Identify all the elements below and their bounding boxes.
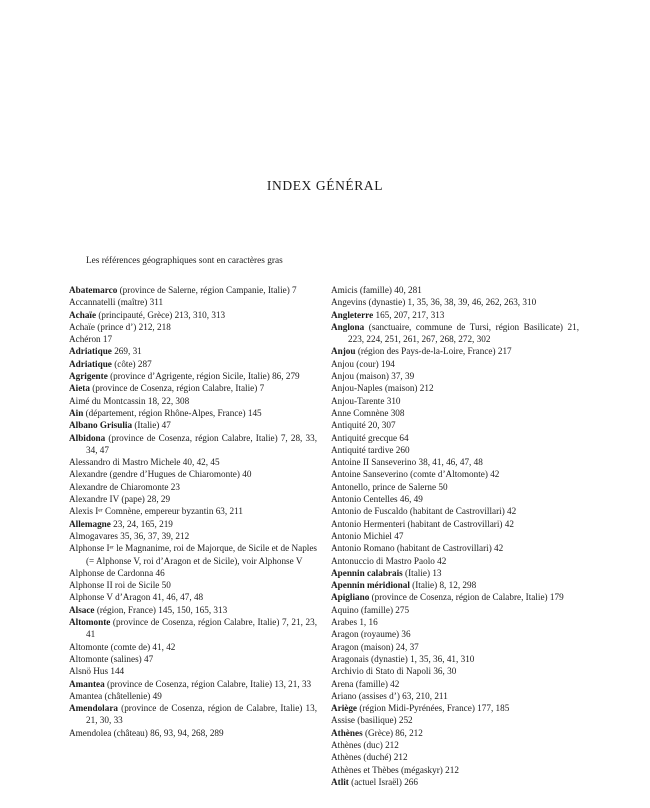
index-refs: (région Midi-Pyrénées, France) 177, 185 — [357, 703, 510, 714]
index-term: Anjou (cour) 194 — [331, 358, 395, 369]
index-entry — [331, 321, 579, 346]
index-entry — [69, 370, 317, 382]
index-term: Accannatelli (maître) 311 — [69, 297, 164, 308]
index-term: Aimé du Montcassin 18, 22, 308 — [69, 395, 190, 406]
index-entry — [69, 395, 317, 407]
index-term: Antonello, prince de Salerne 50 — [331, 481, 448, 492]
index-term: Aragon (royaume) 36 — [331, 629, 411, 640]
index-entry — [331, 555, 579, 567]
geographic-term: Amantea — [69, 678, 105, 689]
index-term: Aragon (maison) 24, 37 — [331, 641, 419, 652]
index-entry — [331, 604, 579, 616]
index-term: Achaïe (prince d’) 212, 218 — [69, 321, 171, 332]
index-term: Achéron 17 — [69, 334, 113, 345]
geographic-term: Altomonte — [69, 617, 111, 628]
index-term: Alphonse de Cardonna 46 — [69, 567, 165, 578]
index-entry — [69, 358, 317, 370]
index-entry — [331, 591, 579, 603]
index-entry — [331, 309, 579, 321]
index-entry — [69, 321, 317, 333]
index-term: Alessandro di Mastro Michele 40, 42, 45 — [69, 457, 220, 468]
index-entry — [69, 653, 317, 665]
index-refs: 165, 207, 217, 313 — [373, 309, 445, 320]
index-entry — [331, 432, 579, 444]
index-entry — [69, 727, 317, 739]
geographic-term: Abatemarco — [69, 285, 118, 295]
index-term: Antonio Centelles 46, 49 — [331, 494, 423, 505]
index-entry — [69, 407, 317, 419]
index-entry — [69, 690, 317, 702]
index-entry — [331, 579, 579, 591]
index-entry — [331, 764, 579, 776]
index-entry — [331, 530, 579, 542]
index-refs: 269, 31 — [111, 346, 142, 357]
index-entry — [331, 751, 579, 763]
index-entry — [331, 468, 579, 480]
index-term: Alexandre de Chiaromonte 23 — [69, 481, 180, 492]
index-refs: (province de Cosenza, région de Calabre, Italie) 13, 21, 30, 33 — [86, 703, 317, 726]
index-entry — [69, 665, 317, 677]
geographic-term: Agrigente — [69, 371, 108, 382]
index-term: Angevins (dynastie) 1, 35, 36, 38, 39, 46, 262, 263, 310 — [331, 297, 537, 308]
geographic-term: Achaïe — [69, 309, 97, 320]
index-term: Antonio Hermenteri (habitant de Castrovillari) 42 — [331, 518, 514, 529]
index-term: Anne Comnène 308 — [331, 407, 405, 418]
index-entry — [331, 444, 579, 456]
index-term: Antiquité tardive 260 — [331, 444, 410, 455]
index-term: Antoine II Sanseverino 38, 41, 46, 47, 48 — [331, 457, 483, 468]
index-refs: (province de Cosenza, région Calabre, Italie) 13, 21, 33 — [104, 678, 312, 689]
geographic-term: Ain — [69, 407, 84, 418]
index-term: Alphonse II roi de Sicile 50 — [69, 580, 171, 591]
index-refs: (Grèce) 86, 212 — [362, 727, 423, 738]
index-entry — [331, 776, 579, 788]
index-entry — [331, 407, 579, 419]
index-entry — [331, 678, 579, 690]
index-entry — [69, 567, 317, 579]
index-term: Alexandre IV (pape) 28, 29 — [69, 494, 171, 505]
index-entry — [331, 518, 579, 530]
index-term: Altomonte (comte de) 41, 42 — [69, 641, 176, 652]
geographic-term: Albano Grisulia — [69, 420, 133, 431]
index-entry — [69, 604, 317, 616]
index-term: Arabes 1, 16 — [331, 617, 378, 628]
index-entry — [69, 641, 317, 653]
index-entry — [69, 432, 317, 457]
index-entry — [331, 382, 579, 394]
index-entry — [69, 481, 317, 493]
index-entry — [69, 382, 317, 394]
index-refs: (actuel Israël) 266 — [348, 776, 418, 787]
geographic-term: Apennin calabrais — [331, 567, 403, 578]
index-entry — [69, 616, 317, 641]
index-term: Assise (basilique) 252 — [331, 715, 413, 726]
index-entry — [69, 579, 317, 591]
index-term: Athènes (duc) 212 — [331, 739, 399, 750]
index-refs: (principauté, Grèce) 213, 310, 313 — [96, 309, 226, 320]
index-entry — [69, 456, 317, 468]
index-refs: (province de Salerne, région Campanie, Italie) 7 — [117, 285, 297, 295]
geographic-term: Aieta — [69, 383, 90, 394]
index-entry — [69, 493, 317, 505]
index-term: Antonio de Fuscaldo (habitant de Castrovillari) 42 — [331, 506, 517, 517]
index-entry — [331, 493, 579, 505]
index-term: Amicis (famille) 40, 281 — [331, 285, 422, 295]
index-refs: (sanctuaire, commune de Tursi, région Basilicate) 21, 223, 224, 251, 261, 267, 268, 272, 302 — [348, 321, 579, 345]
index-note: Les références géographiques sont en caractères gras — [86, 256, 283, 266]
index-term: Alphonse V d’Aragon 41, 46, 47, 48 — [69, 592, 204, 603]
index-entry — [331, 481, 579, 493]
index-entry — [69, 518, 317, 530]
index-entry — [69, 591, 317, 603]
index-entry — [69, 678, 317, 690]
index-entry — [69, 542, 317, 567]
index-entry — [331, 370, 579, 382]
index-refs: (région, France) 145, 150, 165, 313 — [94, 604, 228, 615]
index-entry — [331, 419, 579, 431]
index-entry — [69, 530, 317, 542]
index-term: Athènes et Thèbes (mégaskyr) 212 — [331, 764, 459, 775]
geographic-term: Anglona — [331, 321, 365, 332]
index-entry — [69, 702, 317, 727]
index-entry — [69, 505, 317, 517]
geographic-term: Anjou — [331, 346, 356, 357]
index-term: Alphonse Iᵉʳ le Magnanime, roi de Majorque, de Sicile et de Naples (= Alphonse V, roi d’Aragon et de Sicile), voir Alphonse V — [69, 543, 318, 566]
index-term: Anjou-Tarente 310 — [331, 395, 401, 406]
index-term: Ariano (assises d’) 63, 210, 211 — [331, 690, 448, 701]
index-term: Aquino (famille) 275 — [331, 604, 410, 615]
index-refs: (province d’Agrigente, région Sicile, Italie) 86, 279 — [107, 371, 300, 382]
index-refs: (région des Pays-de-la-Loire, France) 217 — [355, 346, 512, 357]
index-refs: (Italie) 13 — [402, 567, 442, 578]
index-entry — [331, 739, 579, 751]
geographic-term: Athènes — [331, 727, 363, 738]
index-entry — [331, 542, 579, 554]
index-entry — [69, 419, 317, 431]
index-term: Altomonte (salines) 47 — [69, 653, 154, 664]
index-refs: (province de Cosenza, région Calabre, Italie) 7, 21, 23, 41 — [86, 617, 317, 640]
index-term: Anjou-Naples (maison) 212 — [331, 383, 434, 394]
index-entry — [331, 505, 579, 517]
index-entry — [331, 456, 579, 468]
index-entry — [69, 284, 317, 296]
geographic-term: Apigliano — [331, 592, 370, 603]
index-refs: (département, région Rhône-Alpes, France) 145 — [83, 407, 262, 418]
index-entry — [331, 395, 579, 407]
index-term: Almogavares 35, 36, 37, 39, 212 — [69, 530, 190, 541]
index-term: Anjou (maison) 37, 39 — [331, 371, 415, 382]
index-entry — [331, 345, 579, 357]
geographic-term: Albidona — [69, 432, 106, 443]
index-term: Archivio di Stato di Napoli 36, 30 — [331, 666, 457, 677]
index-entry — [331, 690, 579, 702]
index-term: Amendolea (château) 86, 93, 94, 268, 289 — [69, 727, 224, 738]
index-entry — [69, 309, 317, 321]
index-refs: (Italie) 8, 12, 298 — [409, 580, 477, 591]
index-column-left — [69, 284, 317, 739]
index-refs: (Italie) 47 — [132, 420, 171, 431]
index-term: Alexandre (gendre d’Hugues de Chiaromonte) 40 — [69, 469, 252, 480]
geographic-term: Angleterre — [331, 309, 374, 320]
index-entry — [331, 628, 579, 640]
index-entry — [331, 653, 579, 665]
index-refs: (côte) 287 — [111, 358, 152, 369]
index-entry — [331, 358, 579, 370]
index-term: Antonio Romano (habitant de Castrovillari) 42 — [331, 543, 504, 554]
geographic-term: Allemagne — [69, 518, 111, 529]
index-term: Athènes (duché) 212 — [331, 752, 408, 763]
index-entry — [69, 296, 317, 308]
index-term: Arena (famille) 42 — [331, 678, 400, 689]
index-column-right — [331, 284, 579, 788]
page-title: INDEX GÉNÉRAL — [266, 178, 384, 193]
index-entry — [331, 702, 579, 714]
geographic-term: Atlit — [331, 776, 349, 787]
index-term: Antonuccio di Mastro Paolo 42 — [331, 555, 447, 566]
index-refs: 23, 24, 165, 219 — [110, 518, 173, 529]
geographic-term: Ariège — [331, 703, 358, 714]
geographic-term: Apennin méridional — [331, 580, 410, 591]
index-entry — [331, 665, 579, 677]
geographic-term: Adriatique — [69, 346, 112, 357]
index-term: Antiquité 20, 307 — [331, 420, 396, 431]
geographic-term: Amendolara — [69, 703, 118, 714]
index-term: Alsnö Hus 144 — [69, 666, 125, 677]
index-refs: (province de Cosenza, région Calabre, Italie) 7 — [89, 383, 265, 394]
index-entry — [331, 296, 579, 308]
index-term: Alexis Iᵉʳ Comnène, empereur byzantin 63, 211 — [69, 506, 243, 517]
index-term: Aragonais (dynastie) 1, 35, 36, 41, 310 — [331, 653, 475, 664]
index-entry — [331, 727, 579, 739]
index-term: Antoine Sanseverino (comte d’Altomonte) 42 — [331, 469, 500, 480]
index-entry — [331, 714, 579, 726]
index-entry — [69, 468, 317, 480]
index-entry — [331, 567, 579, 579]
index-entry — [331, 284, 579, 296]
index-entry — [331, 641, 579, 653]
index-term: Amantea (châtellenie) 49 — [69, 690, 162, 701]
index-entry — [69, 333, 317, 345]
geographic-term: Adriatique — [69, 358, 112, 369]
index-refs: (province de Cosenza, région de Calabre, Italie) 179 — [369, 592, 564, 603]
index-refs: (province de Cosenza, région Calabre, Italie) 7, 28, 33, 34, 47 — [86, 432, 317, 455]
index-term: Antiquité grecque 64 — [331, 432, 409, 443]
index-term: Antonio Michiel 47 — [331, 530, 404, 541]
geographic-term: Alsace — [69, 604, 95, 615]
index-entry — [331, 616, 579, 628]
index-entry — [69, 345, 317, 357]
